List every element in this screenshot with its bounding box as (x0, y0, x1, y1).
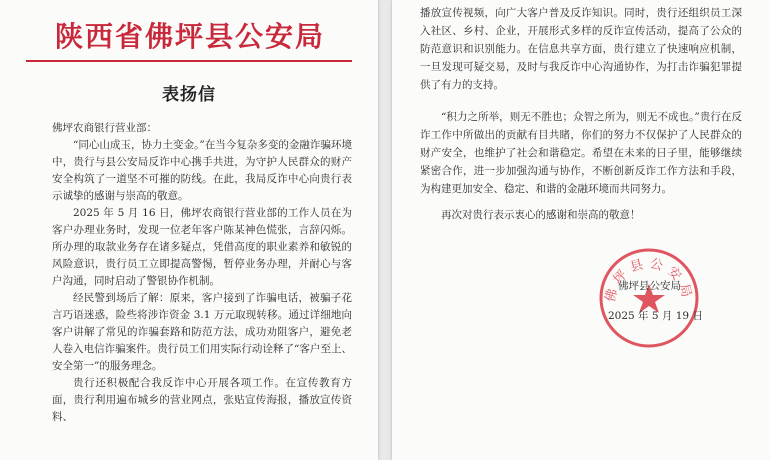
signature-org: 佛坪县公安局 (618, 280, 681, 292)
letterhead-rule (26, 60, 352, 62)
signature-date: 2025 年 5 月 19 日 (608, 310, 703, 322)
letter-page-right (392, 0, 770, 460)
paragraph: 2025 年 5 月 16 日，佛坪农商银行营业部的工作人员在为客户办理业务时，发现一位老年客户陈某神色慌张，言辞闪烁。所办理的取款业务存在诸多疑点，凭借高度的职业素养和敏锐的风险意识，贵行员工立即提高警惕，暂停业务办理，并耐心与客户沟通，同时启动了警银协作机制。 (52, 207, 352, 287)
salutation: 佛坪农商银行营业部： (52, 122, 157, 134)
paragraph: 再次对贵行表示衷心的感谢和崇高的敬意！ (441, 209, 641, 221)
paragraph: 经民警到场后了解：原来，客户接到了诈骗电话，被骗子花言巧语迷惑，险些将涉诈资金 3.1 万元取现转移。通过详细地向客户讲解了常见的诈骗套路和防范方法，成功劝阻客户，避免老人卷入电信诈骗案件。贵行员工们用实际行动诠释了“客户至上、安全第一”的服务理念。 (52, 292, 352, 372)
signature-block (608, 276, 758, 326)
letterhead-title: 陕西省佛坪县公安局 (54, 20, 325, 53)
letter-body-left (52, 120, 352, 426)
paragraph: 贵行还积极配合我反诈中心开展各项工作。在宣传教育方面，贵行利用遍布城乡的营业网点，张贴宣传海报，播放宣传资料、 (52, 377, 352, 423)
paragraph: “积力之所举，则无不胜也；众智之所为，则无不成也。”贵行在反诈工作中所做出的贡献有目共睹，你们的努力不仅保护了人民群众的财产安全，也维护了社会和谐稳定。希望在未来的日子里，能够继续紧密合作，进一步加强沟通与协作，不断创新反诈工作方法和手段，为构建更加安全、稳定、和谐的金融环境而共同努力。 (420, 111, 742, 195)
document-title: 表扬信 (162, 85, 216, 105)
letter-body-right (420, 4, 742, 224)
paragraph: 播放宣传视频，向广大客户普及反诈知识。同时，贵行还组织员工深入社区、乡村、企业，开展形式多样的反诈宣传活动，提高了公众的防范意识和识别能力。在信息共享方面，贵行建立了快速响应机制，一旦发现可疑交易，及时与我反诈中心沟通协作，为打击诈骗犯罪提供了有力的支持。 (420, 7, 742, 91)
seal-ring-text: 佛坪县公安局 (603, 256, 695, 304)
letter-page-left (0, 0, 378, 460)
paragraph: “同心山成玉，协力土变金。”在当今复杂多变的金融诈骗环境中，贵行与县公安局反诈中心携手共进，为守护人民群众的财产安全构筑了一道坚不可摧的防线。在此，我局反诈中心向贵行表示诚挚的感谢与崇高的敬意。 (52, 139, 352, 202)
